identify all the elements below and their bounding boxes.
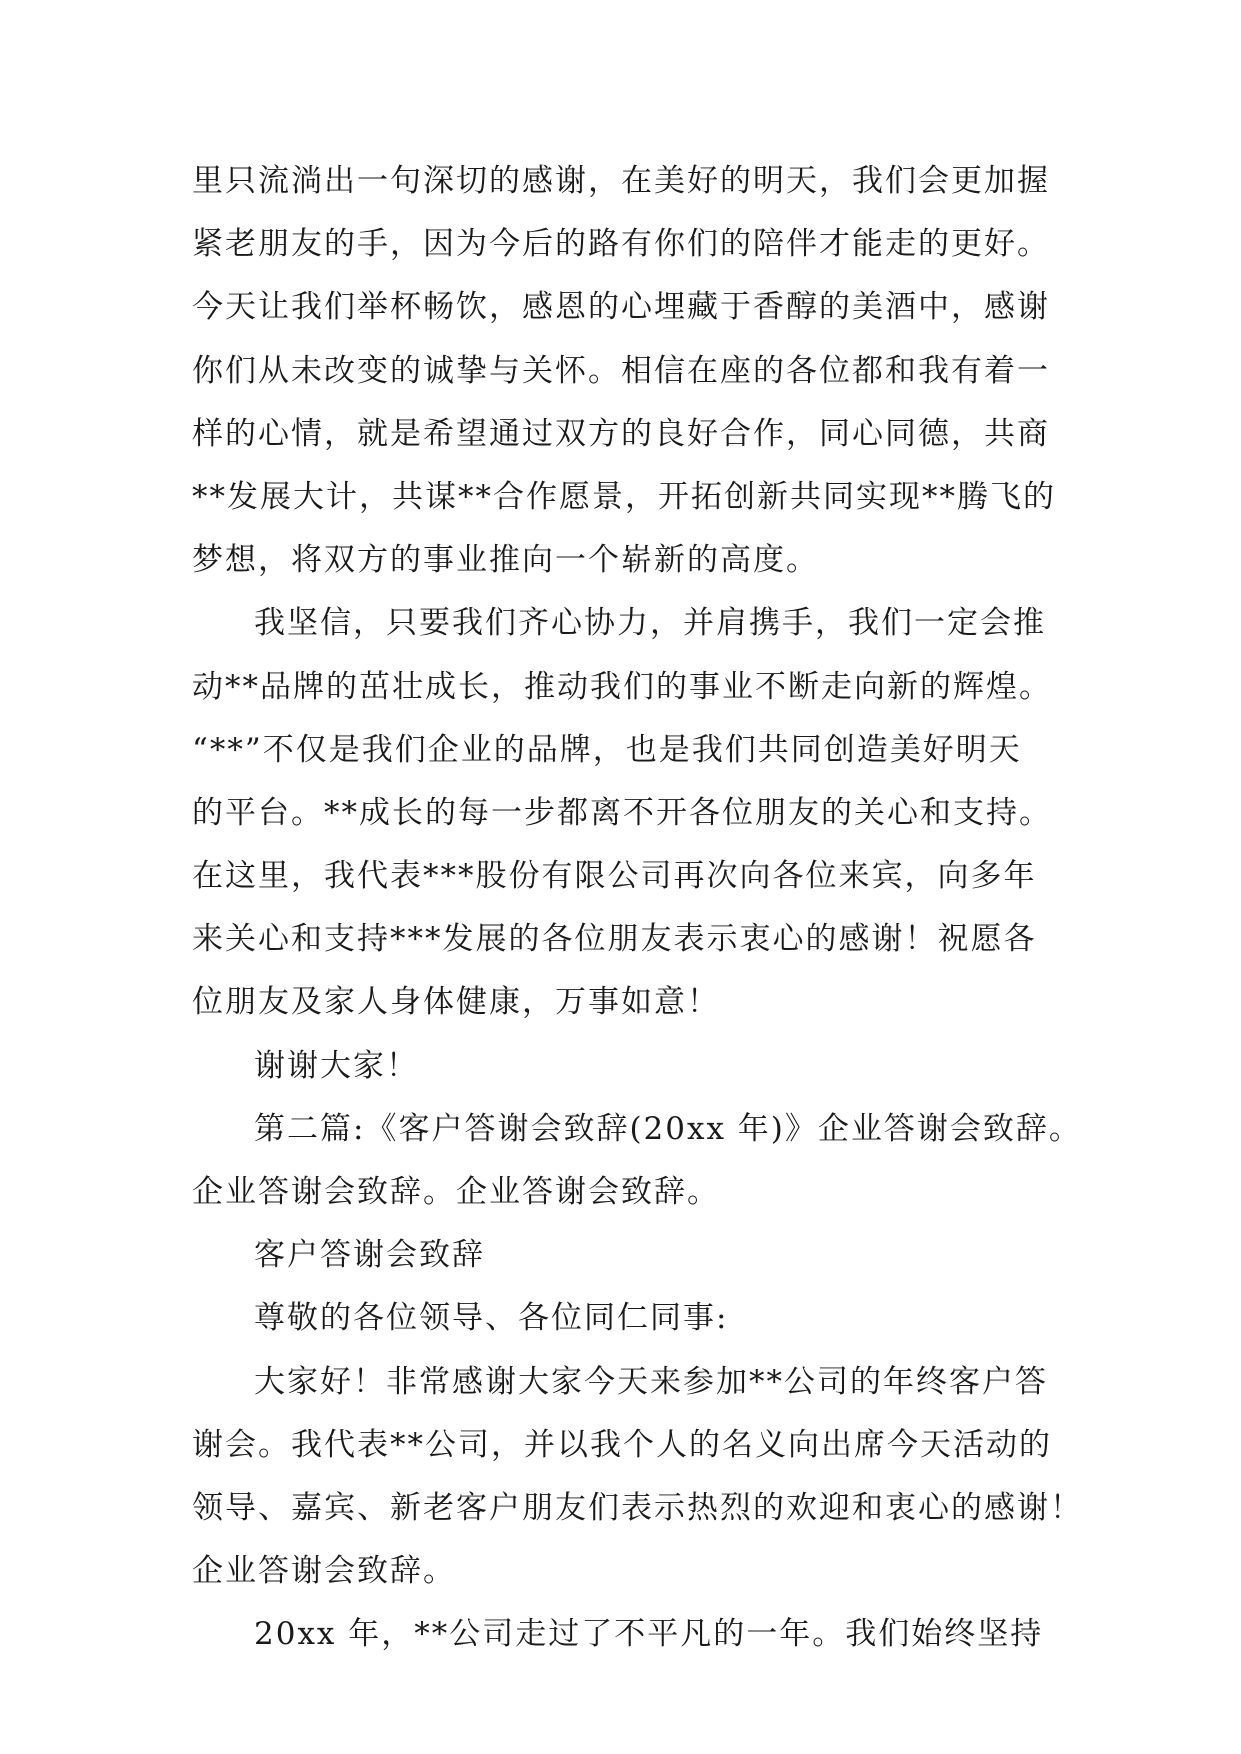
text-line: 样的心情，就是希望通过双方的良好合作，同心同德，共商 (192, 415, 1050, 452)
text-line: 动**品牌的茁壮成长，推动我们的事业不断走向新的辉煌。 (192, 668, 1052, 705)
text-line: 紧老朋友的手，因为今后的路有你们的陪伴才能走的更好。 (192, 226, 1050, 263)
salutation-line: 尊敬的各位领导、各位同仁同事: (254, 1300, 729, 1337)
text-line: 你们从未改变的诚挚与关怀。相信在座的各位都和我有着一 (192, 352, 1050, 389)
text-line: 在这里，我代表***股份有限公司再次向各位来宾，向多年 (192, 858, 1037, 895)
text-line: 里只流淌出一句深切的感谢，在美好的明天，我们会更加握 (192, 163, 1050, 199)
text-line: 梦想，将双方的事业推向一个崭新的高度。 (192, 542, 819, 579)
text-line: 领导、嘉宾、新老客户朋友们表示热烈的欢迎和衷心的感谢！ (192, 1489, 1083, 1526)
speech-title: 客户答谢会致辞 (254, 1237, 485, 1274)
text-line: 来关心和支持***发展的各位朋友表示衷心的感谢！祝愿各 (192, 921, 1037, 958)
text-line: “**”不仅是我们企业的品牌，也是我们共同创造美好明天 (192, 731, 1022, 768)
text-line: 的平台。**成长的每一步都离不开各位朋友的关心和支持。 (192, 794, 1052, 831)
text-line: 谢会。我代表**公司，并以我个人的名义向出席今天活动的 (192, 1426, 1052, 1463)
paragraph-start-line: 20xx 年，**公司走过了不平凡的一年。我们始终坚持 (254, 1616, 1044, 1653)
closing-line: 谢谢大家！ (254, 1047, 419, 1084)
section-heading-line: 第二篇:《客户答谢会致辞(20xx 年)》企业答谢会致辞。 (254, 1110, 1082, 1147)
text-line: 企业答谢会致辞。企业答谢会致辞。 (192, 1174, 720, 1210)
text-line: 位朋友及家人身体健康，万事如意！ (192, 984, 720, 1021)
paragraph-start-line: 我坚信，只要我们齐心协力，并肩携手，我们一定会推 (254, 605, 1046, 642)
text-line: **发展大计，共谋**合作愿景，开拓创新共同实现**腾飞的 (192, 478, 1056, 515)
paragraph-start-line: 大家好！非常感谢大家今天来参加**公司的年终客户答 (254, 1363, 1048, 1400)
text-line: 今天让我们举杯畅饮，感恩的心埋藏于香醇的美酒中，感谢 (192, 289, 1050, 326)
document-body (192, 150, 1083, 1667)
text-line: 企业答谢会致辞。 (192, 1553, 456, 1590)
